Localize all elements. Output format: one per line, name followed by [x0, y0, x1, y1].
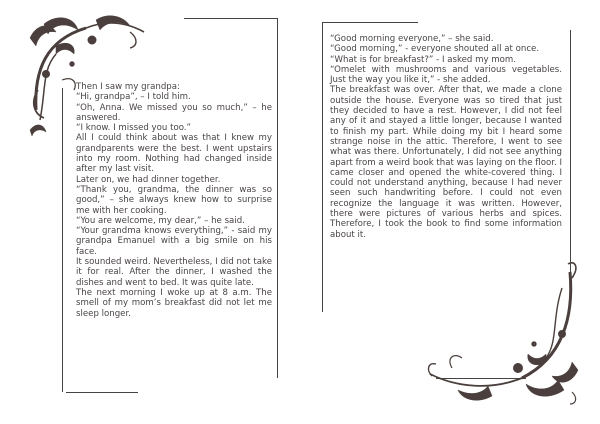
floral-corner-ornament-icon: [422, 258, 582, 408]
right-text-column: [330, 34, 562, 240]
left-side-rule: [277, 18, 278, 378]
left-bottom-rule: [66, 392, 138, 393]
paragraph: It sounded weird. Nevertheless, I did not take it for real. After the dinner, I washed the dishes and went to bed. It was quite late.: [76, 257, 272, 288]
paragraph: “What is for breakfast?” - I asked my mom.: [330, 54, 517, 65]
paragraph: All I could think about was that I knew my grandparents were the best. I went upstairs into my room. Nothing had changed inside after my last visit.: [76, 133, 272, 175]
paragraph: The breakfast was over. After that, we made a clone outside the house. Everyone was so tired that just they decided to have a rest. However, I did not feel any of it and stayed a little longer, because I wanted to finish my part. While doing my bit I heard some strange noise in the attic. Therefore, I went to see what was there. Unfortunately, I did not see anything apart from a weird book that was laying on the floor. I came closer and opened the white-covered thing. I could not understand anything, because I had never seen such handwriting before. I could not even recognize the language it was written. However, there were pictures of various herbs and spices. Therefore, I took the book to find some information about it.: [330, 85, 562, 240]
paragraph: “Good morning,” - everyone shouted all at once.: [330, 44, 540, 55]
right-top-rule: [322, 22, 418, 23]
right-page: [300, 0, 600, 424]
paragraph: “Thank you, grandma, the dinner was so good,” – she always knew how to surprise me with her cooking.: [76, 184, 272, 216]
paragraph: “Good morning everyone,” – she said.: [330, 34, 494, 44]
left-top-rule: [184, 18, 278, 19]
paragraph: Then I saw my grandpa:: [76, 82, 180, 92]
paragraph: “Hi, grandpa”, – I told him.: [76, 92, 191, 103]
paragraph: “You are welcome, my dear,” – he said.: [76, 215, 245, 226]
paragraph: Later on, we had dinner together.: [76, 174, 221, 185]
left-text-column: [76, 82, 272, 319]
paragraph: “Oh, Anna. We missed you so much,” – he answered.: [76, 102, 272, 123]
paragraph: “Omelet with mushrooms and various vegetables. Just the way you like it,” - she added.: [330, 64, 562, 86]
right-side-rule: [322, 22, 323, 312]
paragraph: “Your grandma knows everything,” - said my grandpa Emanuel with a big smile on his face.: [76, 226, 272, 257]
paragraph: The next morning I woke up at 8 a.m. The smell of my mom’s breakfast did not let me sleep longer.: [76, 287, 272, 319]
paragraph: “I know. I missed you too.”: [76, 123, 191, 134]
